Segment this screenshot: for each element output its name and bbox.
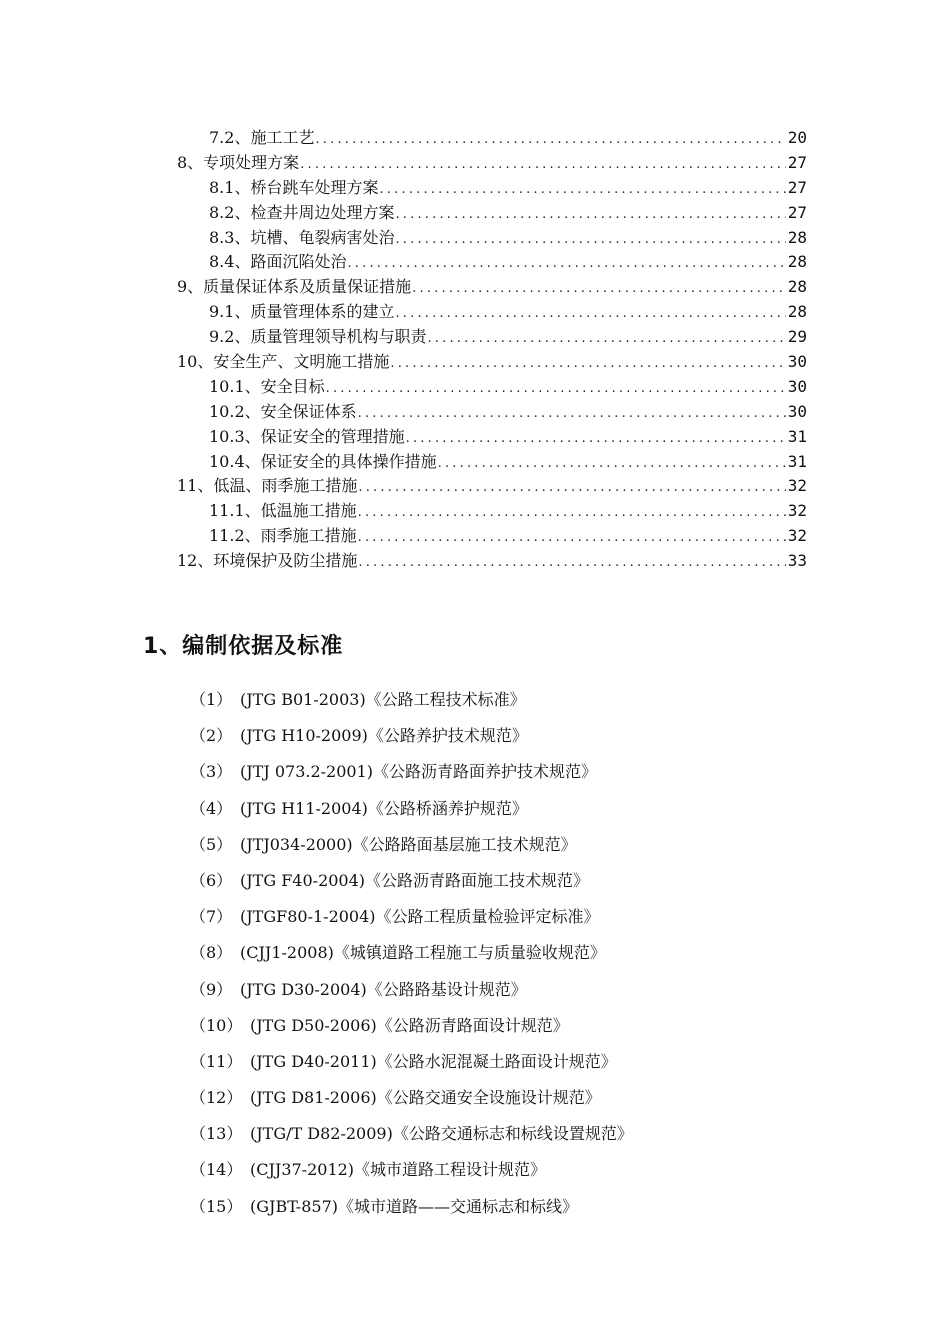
toc-entry-label: 9.2、质量管理领导机构与职责 xyxy=(209,325,427,350)
toc-entry[interactable] xyxy=(177,350,950,375)
table-of-contents xyxy=(0,126,950,574)
toc-entry[interactable] xyxy=(209,499,950,524)
reference-text: (JTG H10-2009)《公路养护技术规范》 xyxy=(240,726,528,746)
toc-entry-page: 32 xyxy=(787,476,807,496)
reference-number: （2） xyxy=(190,726,233,746)
toc-dot-leader xyxy=(326,377,786,402)
toc-entry-page: 32 xyxy=(787,526,807,546)
toc-entry-page: 28 xyxy=(787,227,807,247)
toc-dot-leader xyxy=(395,228,785,253)
toc-dot-leader xyxy=(358,476,785,501)
toc-dot-leader xyxy=(358,551,785,576)
toc-entry-label: 7.2、施工工艺 xyxy=(209,126,315,151)
toc-entry-page: 27 xyxy=(787,152,807,172)
toc-entry[interactable] xyxy=(209,250,950,275)
reference-number: （4） xyxy=(190,798,233,818)
toc-entry-page: 30 xyxy=(787,352,807,372)
toc-entry-label: 8.1、桥台跳车处理方案 xyxy=(209,176,379,201)
reference-text: (JTJ 073.2-2001)《公路沥青路面养护技术规范》 xyxy=(240,762,598,782)
reference-item xyxy=(190,1080,633,1116)
toc-entry[interactable] xyxy=(209,400,950,425)
reference-item xyxy=(190,1008,633,1044)
reference-number: （8） xyxy=(190,943,233,963)
reference-text: (JTJ034-2000)《公路路面基层施工技术规范》 xyxy=(240,834,577,854)
toc-entry-label: 10.3、保证安全的管理措施 xyxy=(209,425,406,450)
reference-text: (JTGF80-1-2004)《公路工程质量检验评定标准》 xyxy=(240,907,600,927)
toc-entry-page: 28 xyxy=(787,277,807,297)
toc-entry-label: 9、质量保证体系及质量保证措施 xyxy=(177,275,412,300)
toc-entry-label: 8.2、检查井周边处理方案 xyxy=(209,201,395,226)
toc-entry-label: 11.2、雨季施工措施 xyxy=(209,524,358,549)
reference-text: (JTG H11-2004)《公路桥涵养护规范》 xyxy=(240,798,528,818)
toc-entry-page: 30 xyxy=(787,376,807,396)
reference-list xyxy=(190,682,633,1225)
toc-entry-page: 20 xyxy=(787,128,807,147)
reference-number: （15） xyxy=(190,1196,243,1216)
toc-dot-leader xyxy=(358,526,786,551)
toc-entry[interactable] xyxy=(209,226,950,251)
section-heading: 1、编制依据及标准 xyxy=(143,634,344,659)
toc-entry[interactable] xyxy=(209,201,950,226)
toc-entry-label: 8、专项处理方案 xyxy=(177,151,300,176)
reference-item xyxy=(190,1116,633,1152)
reference-item xyxy=(190,718,633,754)
toc-entry[interactable] xyxy=(209,300,950,325)
toc-entry[interactable] xyxy=(209,524,950,549)
reference-item xyxy=(190,972,633,1008)
reference-number: （13） xyxy=(190,1124,243,1144)
toc-entry-label: 10.2、安全保证体系 xyxy=(209,400,358,425)
toc-entry-label: 8.3、坑槽、龟裂病害处治 xyxy=(209,226,395,251)
toc-entry-page: 32 xyxy=(787,501,807,521)
toc-entry-page: 27 xyxy=(787,202,807,222)
toc-dot-leader xyxy=(390,352,785,377)
toc-dot-leader xyxy=(358,402,786,427)
toc-dot-leader xyxy=(438,452,786,477)
reference-text: (JTG F40-2004)《公路沥青路面施工技术规范》 xyxy=(240,870,590,890)
reference-item xyxy=(190,1189,633,1225)
toc-entry[interactable] xyxy=(209,176,950,201)
reference-item xyxy=(190,1152,633,1188)
reference-number: （1） xyxy=(190,690,233,709)
reference-text: (CJJ37-2012)《城市道路工程设计规范》 xyxy=(250,1160,547,1180)
toc-entry-page: 29 xyxy=(787,327,807,347)
toc-entry-label: 10、安全生产、文明施工措施 xyxy=(177,350,390,375)
reference-text: (JTG B01-2003)《公路工程技术标准》 xyxy=(240,690,526,709)
toc-entry[interactable] xyxy=(209,126,950,151)
reference-item xyxy=(190,682,633,718)
toc-entry-label: 12、环境保护及防尘措施 xyxy=(177,549,358,574)
toc-dot-leader xyxy=(395,203,785,228)
toc-dot-leader xyxy=(379,178,785,203)
reference-item xyxy=(190,863,633,899)
reference-item xyxy=(190,899,633,935)
toc-dot-leader xyxy=(412,277,786,302)
reference-number: （7） xyxy=(190,907,233,927)
toc-entry[interactable] xyxy=(209,325,950,350)
reference-text: (JTG D50-2006)《公路沥青路面设计规范》 xyxy=(250,1015,569,1035)
reference-text: (JTG D81-2006)《公路交通安全设施设计规范》 xyxy=(250,1088,601,1108)
toc-dot-leader xyxy=(427,327,785,352)
toc-entry[interactable] xyxy=(177,549,950,574)
toc-entry[interactable] xyxy=(209,375,950,400)
reference-number: （6） xyxy=(190,870,233,890)
toc-entry[interactable] xyxy=(177,275,950,300)
toc-entry-page: 27 xyxy=(787,177,807,197)
toc-entry-page: 31 xyxy=(787,451,807,471)
toc-dot-leader xyxy=(395,302,785,327)
toc-dot-leader xyxy=(358,501,786,526)
reference-item xyxy=(190,754,633,790)
toc-dot-leader xyxy=(300,153,786,178)
toc-entry-page: 28 xyxy=(787,252,807,272)
toc-entry-label: 11.1、低温施工措施 xyxy=(209,499,358,524)
reference-item xyxy=(190,935,633,971)
reference-text: (CJJ1-2008)《城镇道路工程施工与质量验收规范》 xyxy=(240,943,606,963)
toc-entry-label: 10.4、保证安全的具体操作措施 xyxy=(209,450,438,475)
toc-entry-page: 30 xyxy=(787,401,807,421)
reference-text: (JTG D40-2011)《公路水泥混凝土路面设计规范》 xyxy=(250,1051,617,1071)
toc-entry-label: 11、低温、雨季施工措施 xyxy=(177,474,358,499)
reference-text: (JTG D30-2004)《公路路基设计规范》 xyxy=(240,979,527,999)
toc-entry-label: 8.4、路面沉陷处治 xyxy=(209,250,347,275)
toc-entry-label: 9.1、质量管理体系的建立 xyxy=(209,300,395,325)
reference-text: (GJBT-857)《城市道路——交通标志和标线》 xyxy=(250,1196,578,1216)
reference-number: （14） xyxy=(190,1160,243,1180)
reference-number: （5） xyxy=(190,834,233,854)
reference-number: （11） xyxy=(190,1051,243,1071)
reference-text: (JTG/T D82-2009)《公路交通标志和标线设置规范》 xyxy=(250,1124,633,1144)
reference-number: （12） xyxy=(190,1088,243,1108)
reference-number: （9） xyxy=(190,979,233,999)
reference-number: （3） xyxy=(190,762,233,782)
toc-entry[interactable] xyxy=(177,151,950,176)
toc-entry[interactable] xyxy=(209,450,950,475)
reference-item xyxy=(190,1044,633,1080)
reference-item xyxy=(190,791,633,827)
toc-entry[interactable] xyxy=(209,425,950,450)
toc-entry-page: 28 xyxy=(787,302,807,322)
toc-entry-page: 33 xyxy=(787,551,807,571)
toc-entry-page: 31 xyxy=(787,426,807,446)
reference-number: （10） xyxy=(190,1015,243,1035)
toc-entry-label: 10.1、安全目标 xyxy=(209,375,326,400)
toc-dot-leader xyxy=(347,252,785,277)
reference-item xyxy=(190,827,633,863)
toc-entry[interactable] xyxy=(177,474,950,499)
toc-dot-leader xyxy=(315,128,785,153)
toc-dot-leader xyxy=(406,427,786,452)
